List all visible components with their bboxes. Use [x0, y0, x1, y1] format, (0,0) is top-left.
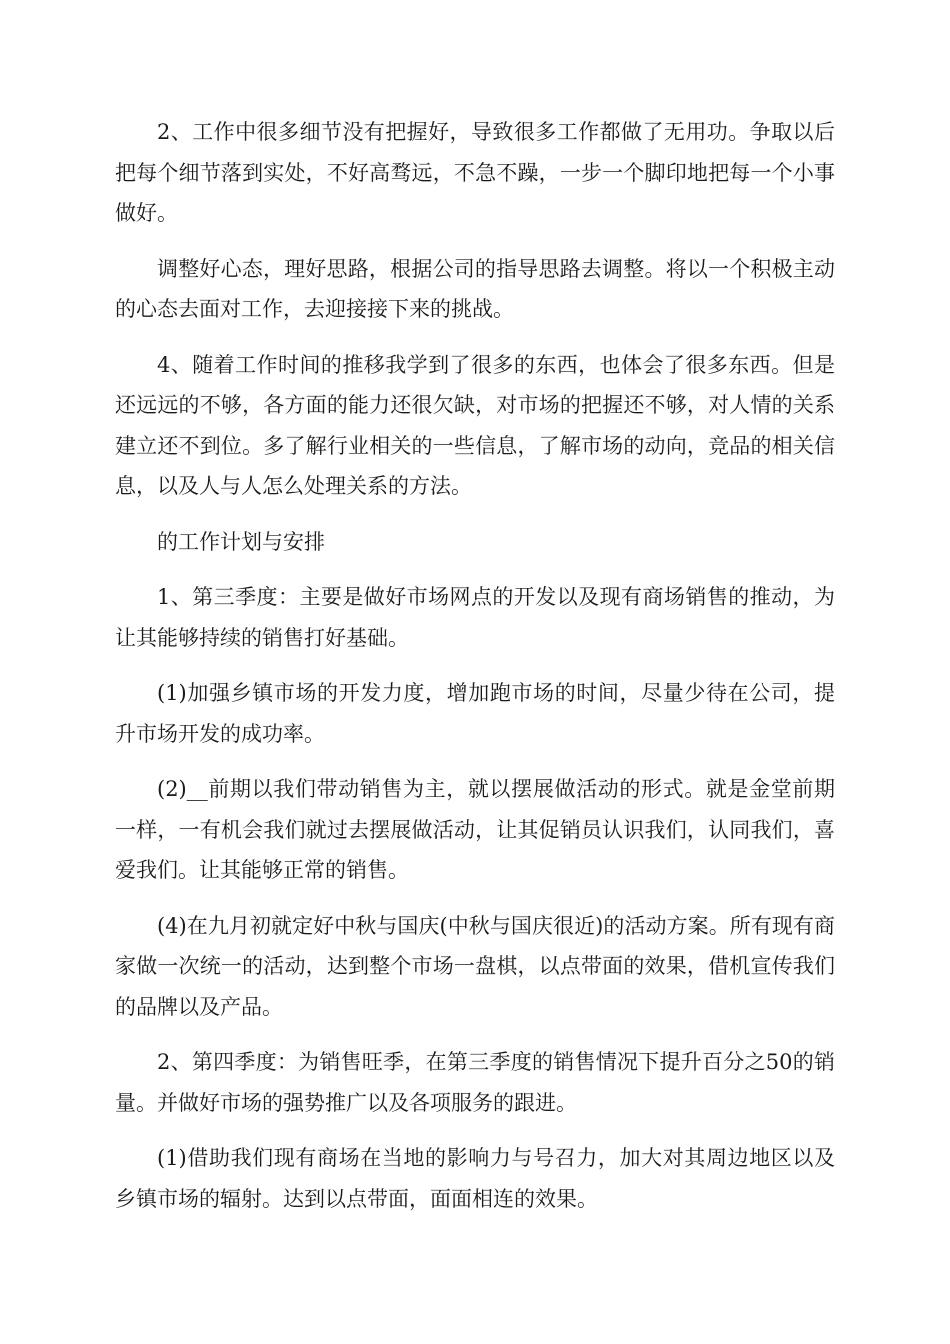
paragraph-q4-plan: 2、第四季度：为销售旺季，在第三季度的销售情况下提升百分之50的销量。并做好市场的强势推广以及各项服务的跟进。	[115, 1050, 835, 1115]
paragraph-work-details: 2、工作中很多细节没有把握好，导致很多工作都做了无用功。争取以后把每个细节落到实处，不好高骛远，不急不躁，一步一个脚印地把每一个小事做好。	[115, 120, 835, 225]
paragraph-q3-plan: 1、第三季度：主要是做好市场网点的开发以及现有商场销售的推动，为让其能够持续的销售打好基础。	[115, 585, 835, 650]
paragraph-q3-item-2: (2)__前期以我们带动销售为主，就以摆展做活动的形式。就是金堂前期一样，一有机会我们就过去摆展做活动，让其促销员认识我们，认同我们，喜爱我们。让其能够正常的销售。	[115, 777, 835, 882]
paragraph-adjust-mindset: 调整好心态，理好思路，根据公司的指导思路去调整。将以一个积极主动的心态去面对工作，去迎接接下来的挑战。	[115, 256, 835, 321]
document-body	[115, 112, 835, 1234]
paragraph-learning: 4、随着工作时间的推移我学到了很多的东西，也体会了很多东西。但是还远远的不够，各方面的能力还很欠缺，对市场的把握还不够，对人情的关系建立还不到位。多了解行业相关的一些信息，了解市场的动向，竞品的相关信息，以及人与人怎么处理关系的方法。	[115, 352, 835, 498]
paragraph-q4-item-1: (1)借助我们现有商场在当地的影响力与号召力，加大对其周边地区以及乡镇市场的辐射。达到以点带面，面面相连的效果。	[115, 1146, 835, 1211]
paragraph-q3-item-4: (4)在九月初就定好中秋与国庆(中秋与国庆很近)的活动方案。所有现有商家做一次统一的活动，达到整个市场一盘棋，以点带面的效果，借机宣传我们的品牌以及产品。	[115, 913, 835, 1019]
paragraph-q3-item-1: (1)加强乡镇市场的开发力度，增加跑市场的时间，尽量少待在公司，提升市场开发的成功率。	[115, 681, 835, 746]
section-heading-work-plan: 的工作计划与安排	[157, 529, 325, 554]
